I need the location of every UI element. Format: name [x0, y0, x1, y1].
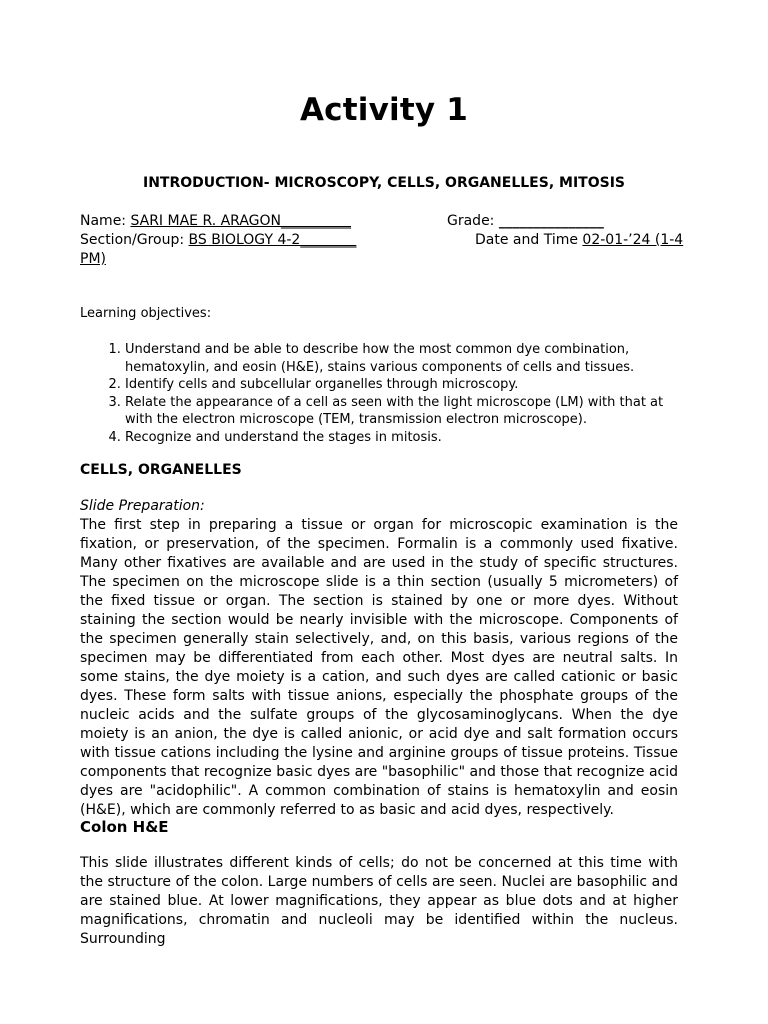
objective-item: 1. Understand and be able to describe how the most common dye combination, hematoxylin, and eosin (H&E), stains various components of cells and tissues.: [125, 341, 680, 376]
colon-heading: Colon H&E: [80, 818, 169, 836]
name-value: SARI MAE R. ARAGON__________: [130, 213, 352, 229]
grade-field: [447, 212, 604, 230]
date-label: Date and Time: [475, 232, 583, 248]
slide-prep-paragraph: The first step in preparing a tissue or organ for microscopic examination is the fixation, or preservation, of the specimen. Formalin is a commonly used fixative. Many other fixatives are available and are used in the study of specific structures. The specimen on the microscope slide is a thin section (usually 5 micrometers) of the fixed tissue or organ. The section is stained by one or more dyes. Without staining the section would be nearly invisible with the microscope. Components of the specimen generally stain selectively, and, on this basis, various regions of the specimen may be differentiated from each other. Most dyes are neutral salts. In some stains, the dye moiety is a cation, and such dyes are called cationic or basic dyes. These form salts with tissue anions, especially the phosphate groups of the nucleic acids and the sulfate groups of the glycosaminoglycans. When the dye moiety is an anion, the dye is called anionic, or acid dye and salt formation occurs with tissue cations including the lysine and arginine groups of tissue proteins. Tissue components that recognize basic dyes are "basophilic" and those that recognize acid dyes are "acidophilic". A common combination of stains is hematoxylin and eosin (H&E), which are commonly referred to as basic and acid dyes, respectively.: [80, 517, 678, 818]
objectives-label: Learning objectives:: [80, 306, 212, 321]
section-heading: CELLS, ORGANELLES: [80, 462, 242, 478]
objectives-list: [80, 341, 680, 446]
date-field: [475, 231, 683, 249]
objective-item: 2. Identify cells and subcellular organelles through microscopy.: [125, 376, 680, 394]
date-value-continued: PM): [80, 251, 106, 267]
date-field-continued: [80, 250, 106, 268]
section-value: BS BIOLOGY 4-2________: [188, 232, 357, 248]
name-field: [80, 212, 351, 230]
colon-paragraph: This slide illustrates different kinds of cells; do not be concerned at this time with the structure of the colon. Large numbers of cells are seen. Nuclei are basophilic and are stained blue. At lower magnifications, they appear as blue dots and at higher magnifications, chromatin and nucleoli may be identified within the nucleus. Surrounding: [80, 855, 678, 947]
page-subtitle: INTRODUCTION- MICROSCOPY, CELLS, ORGANELLES, MITOSIS: [142, 175, 625, 191]
page-title: Activity 1: [299, 92, 469, 128]
name-label: Name:: [80, 213, 131, 229]
slide-prep-heading: Slide Preparation:: [80, 498, 205, 514]
grade-label: Grade:: [447, 213, 499, 229]
objective-item: 4. Recognize and understand the stages in mitosis.: [125, 429, 680, 447]
objective-item: 3. Relate the appearance of a cell as seen with the light microscope (LM) with that at with the electron microscope (TEM, transmission electron microscope).: [125, 394, 680, 429]
section-label: Section/Group:: [80, 232, 189, 248]
section-field: [80, 231, 356, 249]
grade-value: _______________: [498, 213, 604, 229]
date-value: 02-01-’24 (1-4: [582, 232, 684, 248]
